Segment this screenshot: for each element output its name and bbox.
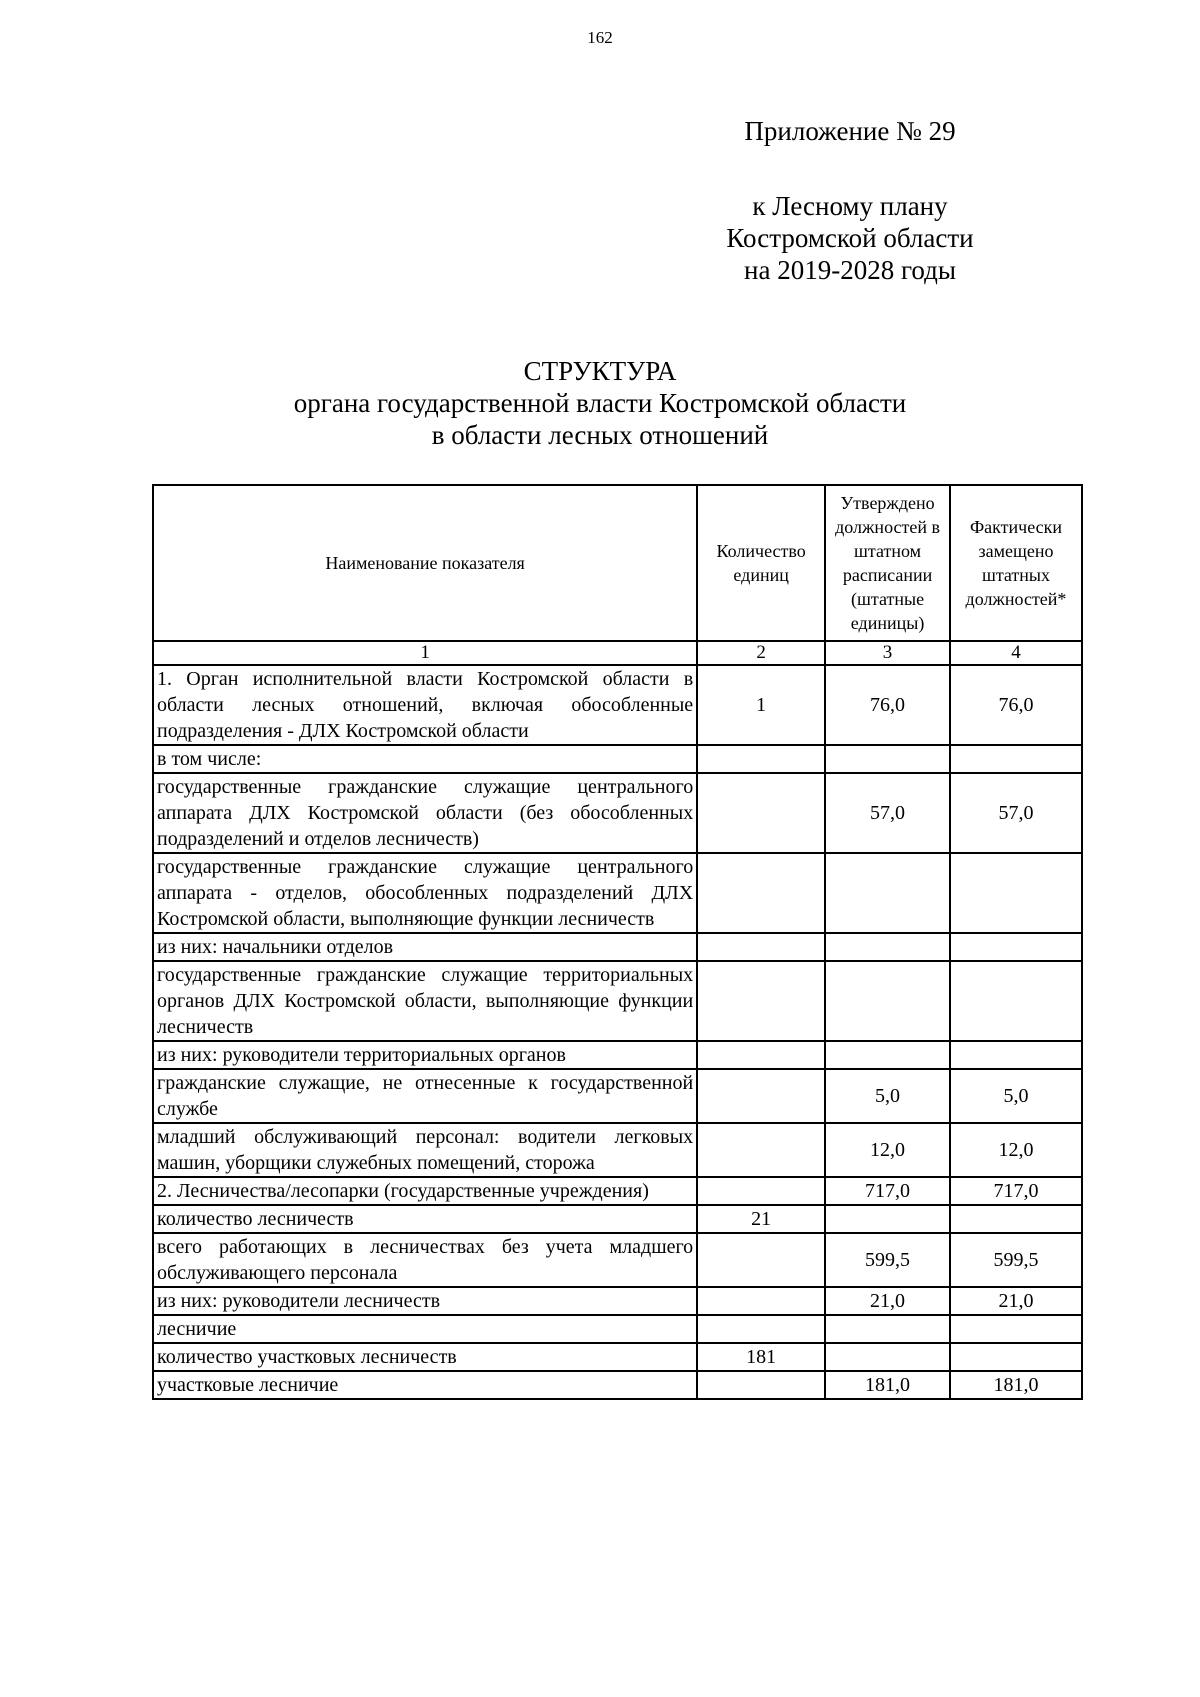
row-actual-cell: 599,5 [950,1233,1082,1287]
column-number: 4 [950,641,1082,665]
row-approved-cell: 76,0 [825,665,950,745]
table-header-row [153,485,1082,641]
row-actual-cell: 717,0 [950,1177,1082,1205]
row-approved-cell [825,933,950,961]
column-number: 1 [153,641,697,665]
structure-table [152,484,1083,1400]
row-name-cell: государственные гражданские служащие центрального аппарата ДЛХ Костромской области (без обособленных подразделений и отделов лесничеств) [153,773,697,853]
row-name-cell: количество участковых лесничеств [153,1343,697,1371]
appendix-ref-line: на 2019-2028 годы [744,255,956,285]
row-actual-cell: 5,0 [950,1069,1082,1123]
row-name-cell: всего работающих в лесничествах без учета младшего обслуживающего персонала [153,1233,697,1287]
page-number: 162 [587,28,613,47]
row-count-cell [697,1371,825,1399]
row-actual-cell [950,745,1082,773]
row-approved-cell [825,1315,950,1343]
appendix-reference [600,190,1100,286]
column-number-row [153,641,1082,665]
table-row [153,1123,1082,1177]
row-count-cell [697,1069,825,1123]
row-approved-cell: 12,0 [825,1123,950,1177]
row-actual-cell [950,1343,1082,1371]
row-name-cell: количество лесничеств [153,1205,697,1233]
row-count-cell [697,1287,825,1315]
row-count-cell [697,773,825,853]
table-row [153,1177,1082,1205]
row-actual-cell [950,853,1082,933]
row-count-cell [697,745,825,773]
row-approved-cell [825,961,950,1041]
row-approved-cell: 599,5 [825,1233,950,1287]
table-row [153,1315,1082,1343]
row-count-cell [697,1177,825,1205]
column-number: 3 [825,641,950,665]
row-name-cell: в том числе: [153,745,697,773]
row-count-cell: 21 [697,1205,825,1233]
table-row [153,1233,1082,1287]
row-approved-cell: 21,0 [825,1287,950,1315]
document-title-line: СТРУКТУРА [523,356,677,386]
row-actual-cell [950,1205,1082,1233]
row-actual-cell: 57,0 [950,773,1082,853]
row-count-cell [697,1315,825,1343]
row-approved-cell: 5,0 [825,1069,950,1123]
table-row [153,1041,1082,1069]
row-name-cell: из них: руководители лесничеств [153,1287,697,1315]
row-name-cell: 2. Лесничества/лесопарки (государственные учреждения) [153,1177,697,1205]
table-row [153,1343,1082,1371]
row-count-cell: 181 [697,1343,825,1371]
appendix-ref-line: к Лесному плану [752,191,948,221]
table-row [153,961,1082,1041]
row-approved-cell [825,853,950,933]
row-name-cell: младший обслуживающий персонал: водители легковых машин, уборщики служебных помещений, сторожа [153,1123,697,1177]
row-count-cell [697,853,825,933]
row-name-cell: государственные гражданские служащие территориальных органов ДЛХ Костромской области, выполняющие функции лесничеств [153,961,697,1041]
table-row [153,853,1082,933]
row-count-cell: 1 [697,665,825,745]
row-name-cell: гражданские служащие, не отнесенные к государственной службе [153,1069,697,1123]
header-actual: Фактически замещено штатных должностей* [950,485,1082,641]
row-approved-cell: 717,0 [825,1177,950,1205]
row-approved-cell [825,1041,950,1069]
row-name-cell: государственные гражданские служащие центрального аппарата - отделов, обособленных подразделений ДЛХ Костромской области, выполняющие функции лесничеств [153,853,697,933]
appendix-ref-line: Костромской области [726,223,974,253]
row-actual-cell: 21,0 [950,1287,1082,1315]
appendix-title: Приложение № 29 [744,116,956,146]
table-row [153,745,1082,773]
table-body [153,665,1082,1399]
header-name: Наименование показателя [153,485,697,641]
row-approved-cell [825,745,950,773]
row-actual-cell [950,961,1082,1041]
row-name-cell: из них: руководители территориальных органов [153,1041,697,1069]
table-row [153,773,1082,853]
row-actual-cell [950,933,1082,961]
row-count-cell [697,961,825,1041]
row-approved-cell [825,1343,950,1371]
document-title [0,355,1200,451]
table-row [153,1205,1082,1233]
row-name-cell: участковые лесничие [153,1371,697,1399]
row-name-cell: лесничие [153,1315,697,1343]
document-title-line: органа государственной власти Костромской области [293,388,907,418]
header-count: Количество единиц [697,485,825,641]
table-row [153,933,1082,961]
row-count-cell [697,933,825,961]
row-actual-cell [950,1041,1082,1069]
row-count-cell [697,1041,825,1069]
row-name-cell: 1. Орган исполнительной власти Костромской области в области лесных отношений, включая обособленные подразделения - ДЛХ Костромской области [153,665,697,745]
row-actual-cell: 12,0 [950,1123,1082,1177]
row-approved-cell [825,1205,950,1233]
row-actual-cell: 181,0 [950,1371,1082,1399]
row-approved-cell: 181,0 [825,1371,950,1399]
document-title-line: в области лесных отношений [431,420,769,450]
row-approved-cell: 57,0 [825,773,950,853]
row-count-cell [697,1123,825,1177]
table-row [153,1287,1082,1315]
header-approved: Утверждено должностей в штатном расписании (штатные единицы) [825,485,950,641]
table-row [153,1069,1082,1123]
row-actual-cell: 76,0 [950,665,1082,745]
table-row [153,1371,1082,1399]
row-actual-cell [950,1315,1082,1343]
column-number: 2 [697,641,825,665]
row-count-cell [697,1233,825,1287]
row-name-cell: из них: начальники отделов [153,933,697,961]
table-row [153,665,1082,745]
